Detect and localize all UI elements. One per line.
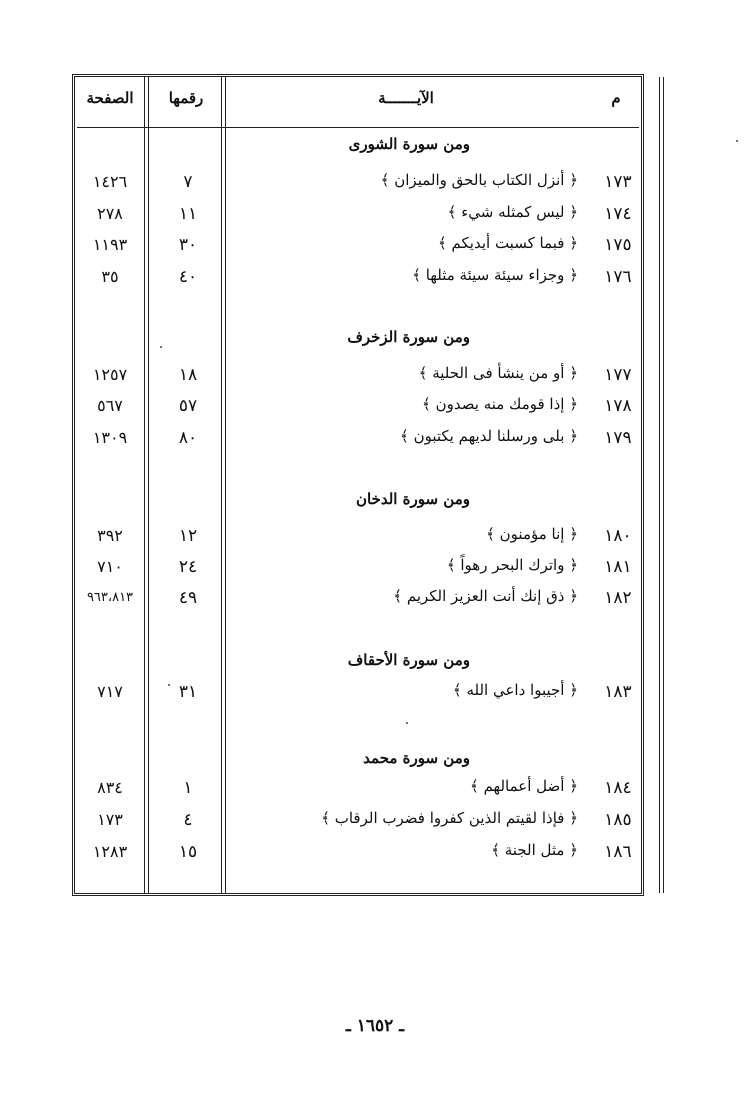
verse-text: ﴿ أجيبوا داعي الله ﴾ [452,681,578,699]
verse-number: ١ [183,778,193,798]
surah-heading: ومن سورة الزخرف [347,328,470,346]
verse-number: ٧ [183,172,193,192]
verse-number: ٤٠ [178,267,198,287]
verse-text: ﴿ ليس كمثله شيء ﴾ [447,203,578,221]
column-divider [225,77,226,893]
verse-number: ٣٠ [178,235,198,255]
verse-text: ﴿ فإذا لقيتم الذين كفروا فضرب الرقاب ﴾ [321,809,578,827]
row-number: ١٨٥ [604,810,632,830]
page-reference: ١٧٣ [97,810,123,829]
verse-number: ٤ [183,810,193,830]
surah-heading: ومن سورة محمد [363,749,470,767]
row-number: ١٧٤ [604,204,632,224]
verse-text: ﴿ مثل الجنة ﴾ [491,841,578,859]
verse-number: ٣١ [178,682,198,702]
page-reference: ١٢٥٧ [92,365,128,384]
page-number: ـ ١٦٥٢ ـ [345,1016,405,1036]
row-number: ١٧٥ [604,235,632,255]
verse-text: ﴿ فبما كسبت أيديكم ﴾ [437,234,578,252]
row-number: ١٧٧ [604,365,632,385]
verse-text: ﴿ أو من ينشأ فى الحلية ﴾ [418,364,578,382]
verse-text: ﴿ بلى ورسلنا لديهم يكتبون ﴾ [400,427,578,445]
page-reference: ٣٩٢ [97,526,123,545]
verse-number: ١١ [178,204,198,224]
row-number: ١٧٣ [604,172,632,192]
page-reference: ٧١٠ [97,557,123,576]
row-number: ١٨٤ [604,778,632,798]
column-header-verse: الآيـــــــة [378,89,434,107]
surah-heading: ومن سورة الأحقاف [347,651,470,669]
column-divider [663,77,664,893]
verse-text: ﴿ أنزل الكتاب بالحق والميزان ﴾ [380,171,578,189]
row-number: ١٨٢ [604,588,632,608]
verse-text: ﴿ إذا قومك منه يصدون ﴾ [422,395,578,413]
page-reference: ١٢٨٣ [92,842,128,861]
page-reference: ٨٣٤ [97,778,123,797]
page-reference: ٢٧٨ [97,204,123,223]
verse-number: ٢٤ [178,557,198,577]
column-header-number: م [611,89,621,107]
verse-text: ﴿ ذق إنك أنت العزيز الكريم ﴾ [393,587,578,605]
column-divider [148,77,149,893]
verse-number: ١٥ [178,842,198,862]
index-table-frame [72,74,644,896]
page-reference: ٣٥ [101,267,119,286]
scan-speck [406,722,408,724]
verse-text: ﴿ وجزاء سيئة سيئة مثلها ﴾ [412,266,578,284]
verse-number: ١٨ [178,365,198,385]
verse-text: ﴿ أضل أعمالهم ﴾ [470,777,578,795]
scan-speck [160,346,162,348]
column-divider [144,77,145,893]
scan-speck [168,684,170,686]
row-number: ١٨٠ [604,526,632,546]
verse-number: ٨٠ [178,428,198,448]
column-header-verse-number: رقمها [168,89,204,107]
verse-number: ٤٩ [178,588,198,608]
surah-heading: ومن سورة الشورى [348,135,470,153]
row-number: ١٨١ [604,557,632,577]
column-divider [659,77,660,893]
column-divider [221,77,222,893]
page-reference: ٥٦٧ [97,396,123,415]
verse-text: ﴿ إنا مؤمنون ﴾ [486,525,578,543]
column-header-page: الصفحة [86,89,134,107]
row-number: ١٧٨ [604,396,632,416]
verse-text: ﴿ واترك البحر رهواً ﴾ [446,556,578,574]
page-reference: ٧١٧ [97,682,123,701]
row-number: ١٨٣ [604,682,632,702]
surah-heading: ومن سورة الدخان [355,490,470,508]
row-number: ١٧٩ [604,428,632,448]
row-number: ١٨٦ [604,842,632,862]
header-divider [77,127,639,128]
page-reference: ١٣٠٩ [92,428,128,447]
page-reference: ١١٩٣ [92,235,128,254]
row-number: ١٧٦ [604,267,632,287]
scan-speck [736,140,738,142]
verse-number: ٥٧ [178,396,198,416]
page-reference: ١٤٢٦ [92,172,128,191]
page-reference: ٩٦٣،٨١٣ [86,590,134,605]
verse-number: ١٢ [178,526,198,546]
